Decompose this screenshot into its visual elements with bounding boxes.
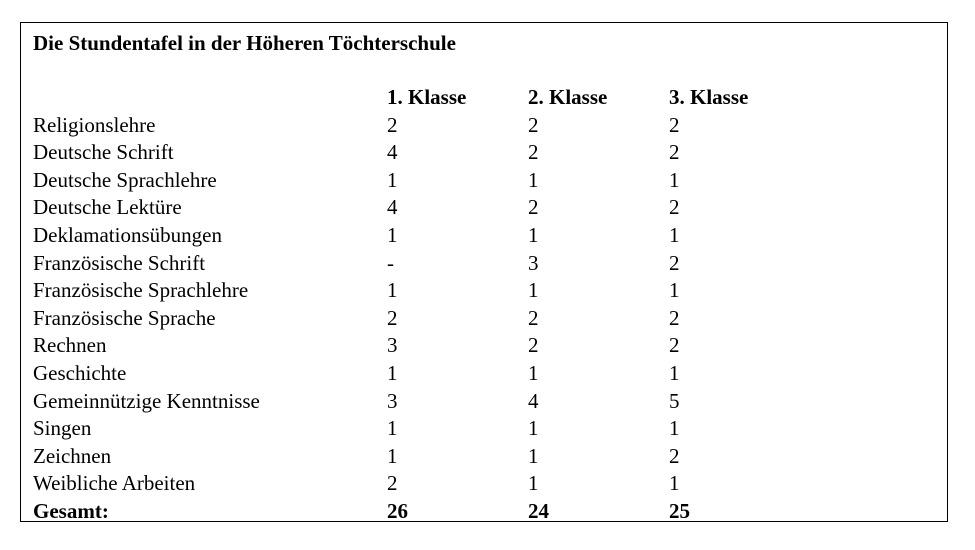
- hours-cell: 1: [528, 416, 539, 441]
- table-row: [33, 415, 810, 443]
- hours-cell: 3: [528, 250, 539, 275]
- subject-cell: Gemeinnützige Kenntnisse: [33, 388, 260, 413]
- total-cell-class-3: 25: [669, 498, 690, 523]
- header-cell-subject: [33, 84, 387, 112]
- hours-cell: 1: [387, 416, 398, 441]
- hours-cell: 2: [387, 305, 398, 330]
- hours-cell: 1: [528, 222, 539, 247]
- subject-cell: Deutsche Sprachlehre: [33, 167, 217, 192]
- hours-cell: 1: [528, 278, 539, 303]
- hours-cell: 4: [387, 140, 398, 165]
- hours-cell: 1: [669, 416, 680, 441]
- hours-cell: 1: [387, 222, 398, 247]
- table-row: [33, 250, 810, 278]
- table-row: [33, 470, 810, 498]
- subject-cell: Deutsche Schrift: [33, 140, 174, 165]
- hours-cell: 3: [387, 333, 398, 358]
- header-cell-class-3: 3. Klasse: [669, 85, 749, 109]
- schedule-table: [33, 84, 810, 526]
- hours-cell: 2: [387, 112, 398, 137]
- table-row: [33, 443, 810, 471]
- subject-cell: Geschichte: [33, 360, 127, 385]
- total-label: Gesamt:: [33, 498, 109, 523]
- hours-cell: 1: [669, 167, 680, 192]
- hours-cell: 2: [669, 195, 680, 220]
- table-row: [33, 305, 810, 333]
- header-cell-class-1: 1. Klasse: [387, 85, 467, 109]
- subject-cell: Rechnen: [33, 333, 107, 358]
- hours-cell: 1: [528, 443, 539, 468]
- hours-cell: 1: [528, 167, 539, 192]
- subject-cell: Französische Sprachlehre: [33, 278, 249, 303]
- subject-cell: Deklamationsübungen: [33, 222, 222, 247]
- hours-cell: 1: [669, 471, 680, 496]
- subject-cell: Französische Schrift: [33, 250, 206, 275]
- hours-cell: 1: [387, 360, 398, 385]
- subject-cell: Religionslehre: [33, 112, 156, 137]
- table-row: [33, 139, 810, 167]
- document-title: Die Stundentafel in der Höheren Töchterschule: [33, 31, 456, 55]
- table-row: [33, 167, 810, 195]
- table-row: [33, 332, 810, 360]
- hours-cell: 4: [528, 388, 539, 413]
- hours-cell: 2: [669, 333, 680, 358]
- total-cell-class-2: 24: [528, 498, 549, 523]
- hours-cell: 1: [669, 278, 680, 303]
- hours-cell: 4: [387, 195, 398, 220]
- hours-cell: 2: [669, 443, 680, 468]
- subject-cell: Deutsche Lektüre: [33, 195, 182, 220]
- document-frame: [20, 22, 948, 522]
- hours-cell: 1: [387, 167, 398, 192]
- table-header-row: [33, 84, 810, 112]
- hours-cell: 2: [669, 250, 680, 275]
- table-row: [33, 194, 810, 222]
- table-row: [33, 360, 810, 388]
- table-row: [33, 277, 810, 305]
- hours-cell: 1: [387, 443, 398, 468]
- hours-cell: 2: [669, 140, 680, 165]
- hours-cell: 1: [528, 471, 539, 496]
- hours-cell: -: [387, 250, 394, 275]
- subject-cell: Singen: [33, 416, 92, 441]
- subject-cell: Französische Sprache: [33, 305, 216, 330]
- table-row: [33, 222, 810, 250]
- hours-cell: 1: [669, 360, 680, 385]
- hours-cell: 2: [528, 112, 539, 137]
- table-row: [33, 388, 810, 416]
- total-row: [33, 498, 810, 526]
- hours-cell: 2: [669, 305, 680, 330]
- hours-cell: 2: [528, 305, 539, 330]
- hours-cell: 1: [387, 278, 398, 303]
- total-cell-class-1: 26: [387, 498, 408, 523]
- hours-cell: 2: [528, 333, 539, 358]
- hours-cell: 1: [528, 360, 539, 385]
- hours-cell: 2: [528, 195, 539, 220]
- hours-cell: 3: [387, 388, 398, 413]
- hours-cell: 2: [528, 140, 539, 165]
- header-cell-class-2: 2. Klasse: [528, 85, 608, 109]
- hours-cell: 1: [669, 222, 680, 247]
- table-row: [33, 112, 810, 140]
- subject-cell: Weibliche Arbeiten: [33, 471, 196, 496]
- hours-cell: 2: [669, 112, 680, 137]
- subject-cell: Zeichnen: [33, 443, 112, 468]
- hours-cell: 5: [669, 388, 680, 413]
- hours-cell: 2: [387, 471, 398, 496]
